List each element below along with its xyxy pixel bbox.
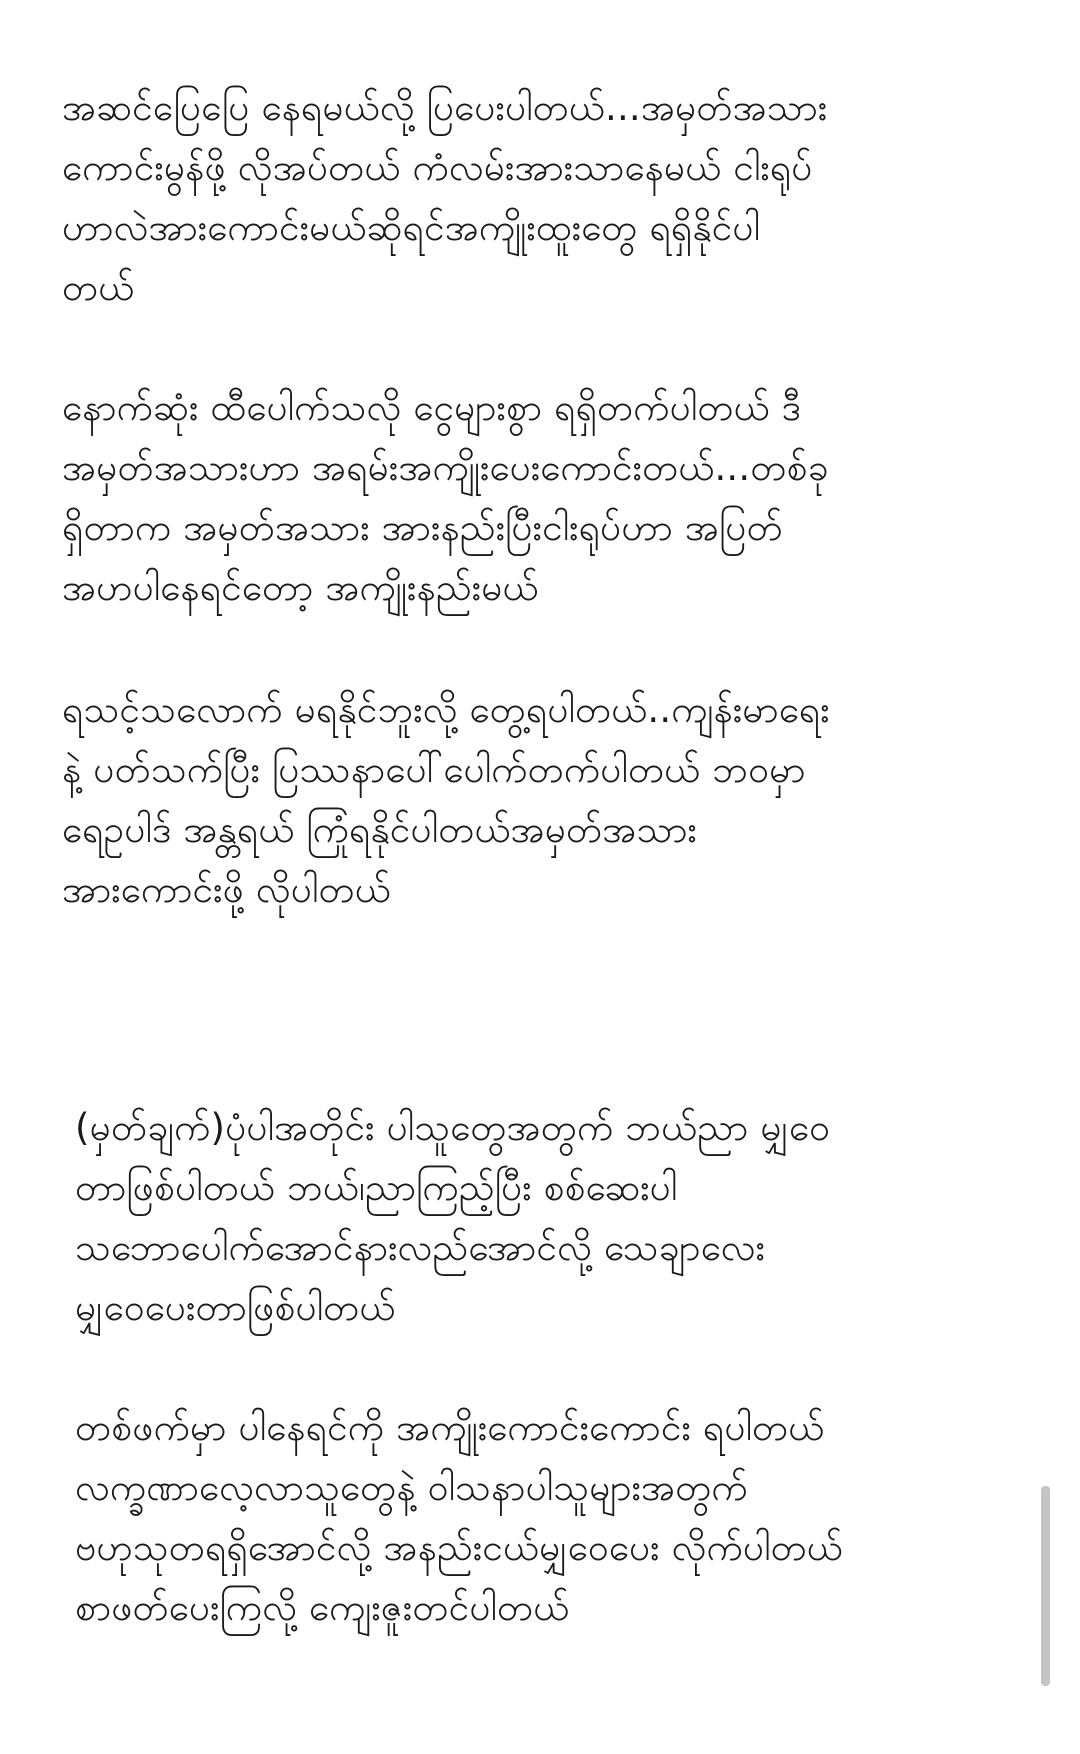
text-line: ရသင့်သလောက် မရနိုင်ဘူးလို့ တွေ့ရပါတယ်..ကျန်းမာရေး	[62, 688, 830, 731]
text-line: အဟပါနေရင်တော့ အကျိုးနည်းမယ်	[62, 566, 539, 609]
text-line: နဲ့ ပတ်သက်ပြီး ပြဿနာပေါ်ပေါက်တက်ပါတယ် ဘ၀မှာ	[62, 748, 806, 791]
text-line: သဘောပေါက်အောင်နားလည်အောင်လို့ သေချာလေး	[75, 1226, 766, 1269]
text-line: လက္ခဏာလေ့လာသူတွေနဲ့ ဝါသနာပါသူများအတွက်	[75, 1466, 748, 1509]
text-line: (မှတ်ချက်)ပုံပါအတိုင်း ပါသူတွေအတွက် ဘယ်ညာ မျှဝေ	[75, 1106, 831, 1149]
scrollbar-thumb[interactable]	[1041, 1486, 1050, 1686]
text-line: တစ်ဖက်မှာ ပါနေရင်ကို အကျိုးကောင်းကောင်း ရပါတယ်	[75, 1406, 825, 1449]
paragraph-closing	[75, 1398, 843, 1638]
text-line: ကောင်းမွန်ဖို့ လိုအပ်တယ် ကံလမ်းအားသာနေမယ် ငါးရုပ်	[62, 146, 813, 189]
paragraph-1	[62, 78, 827, 318]
text-line: ဟာလဲအားကောင်းမယ်ဆိုရင်အကျိုးထူးတွေ ရရှိနိုင်ပါ	[62, 206, 761, 249]
text-line: ရေဥပါဒ် အန္တရယ် ကြုံရနိုင်ပါတယ်အမှတ်အသား	[62, 808, 698, 851]
text-line: စာဖတ်ပေးကြလို့ ကျေးဇူးတင်ပါတယ်	[75, 1586, 570, 1629]
text-line: တာဖြစ်ပါတယ် ဘယ်၊ညာကြည့်ပြီး စစ်ဆေးပါ	[75, 1166, 678, 1209]
text-line: နောက်ဆုံး ထီပေါက်သလို ငွေများစွာ ရရှိတက်ပါတယ် ဒီ	[62, 386, 802, 429]
text-line: အားကောင်းဖို့ လိုပါတယ်	[62, 868, 391, 911]
paragraph-note	[75, 1098, 830, 1338]
text-line: တယ်	[62, 266, 135, 309]
text-line: ရှိတာက အမှတ်အသား အားနည်းပြီးငါးရုပ်ဟာ အပြတ်	[62, 506, 783, 549]
text-line: အမှတ်အသားဟာ အရမ်းအကျိုးပေးကောင်းတယ်...တစ်ခု	[62, 446, 829, 489]
text-line: မျှဝေပေးတာဖြစ်ပါတယ်	[75, 1286, 396, 1329]
paragraph-2	[62, 378, 829, 618]
text-line: အဆင်ပြေပြေ နေရမယ်လို့ ပြပေးပါတယ်...အမှတ်အသား	[62, 86, 828, 129]
paragraph-3	[62, 680, 830, 920]
text-line: ဗဟုသုတရရှိအောင်လို့ အနည်းငယ်မျှဝေပေး လိုက်ပါတယ်	[75, 1526, 843, 1569]
